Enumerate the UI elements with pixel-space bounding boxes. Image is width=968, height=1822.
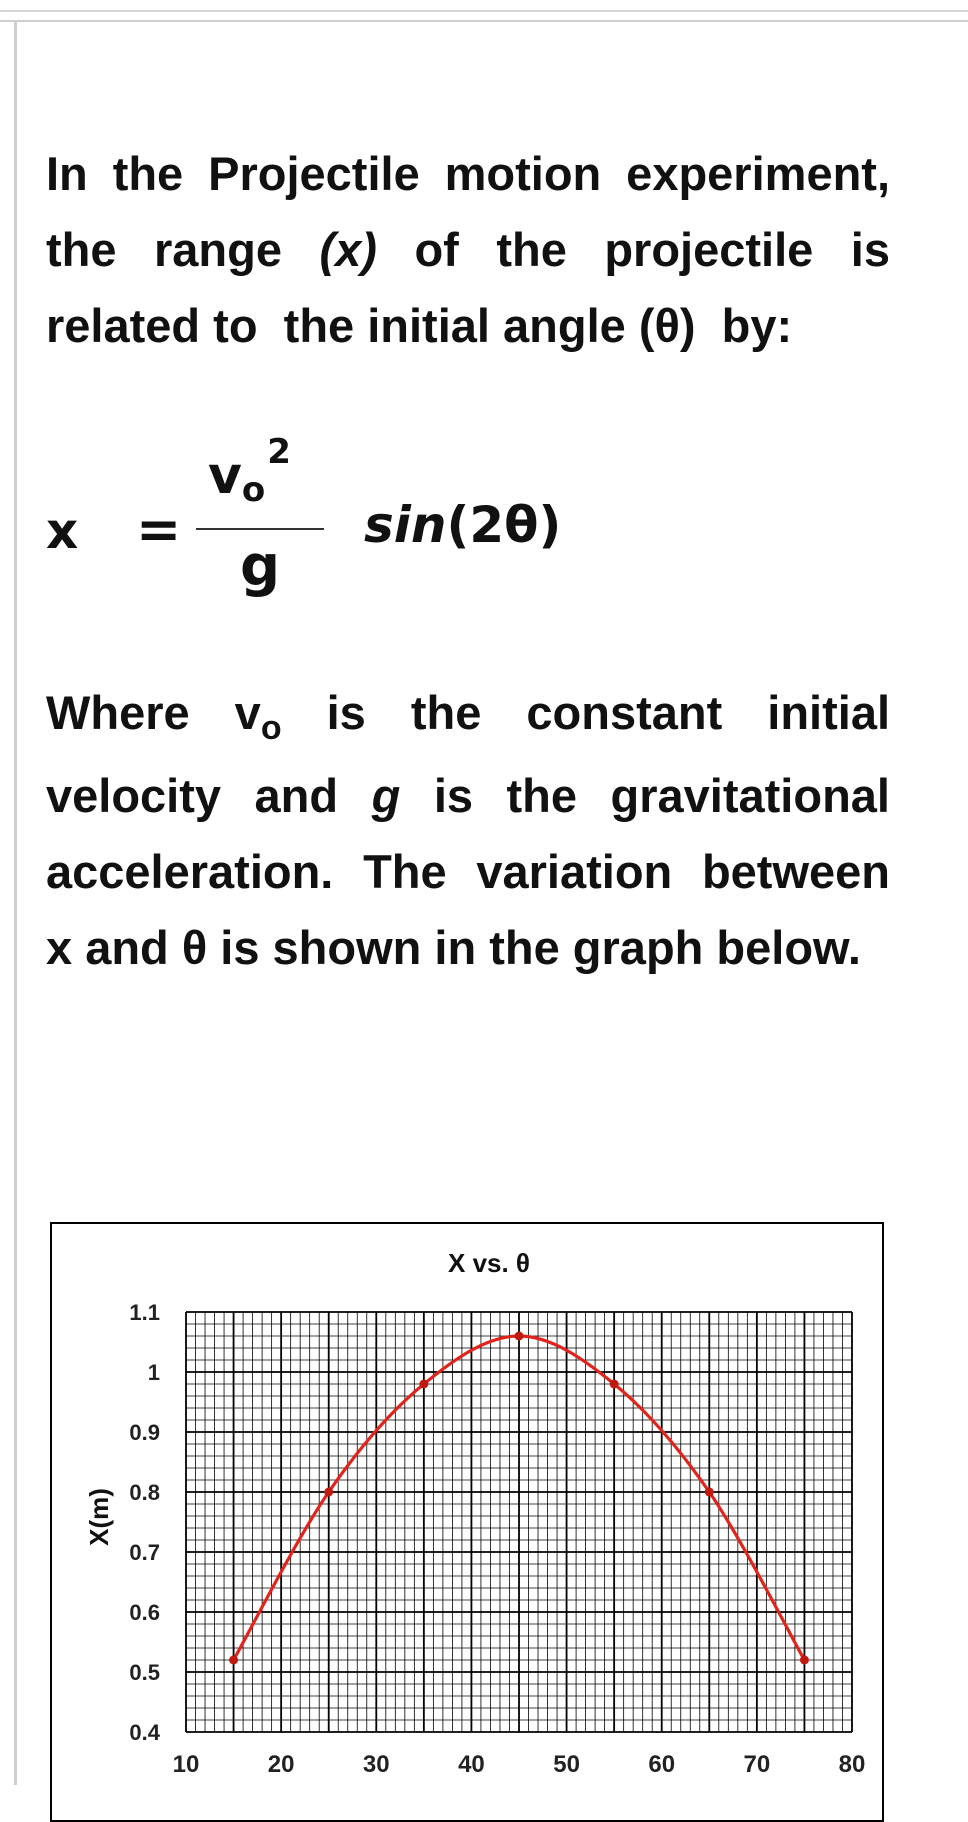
y-tick-label: 0.4 [129,1720,160,1745]
chart-title: X vs. θ [448,1248,530,1278]
velocity-subscript: o [260,709,282,747]
word: gravitational [610,769,890,822]
where-line-4: x and θ is shown in the graph below. [46,921,861,974]
formula-denominator: g [240,534,281,599]
sine-argument: (2θ) [446,496,562,554]
range-symbol: (x) [319,223,377,276]
x-tick-label: 50 [553,1751,580,1778]
word: the [496,223,567,276]
word: projectile [604,223,814,276]
word: and [254,769,339,822]
intro-line-3: related to the initial angle (θ) by: [46,299,793,352]
word: constant [526,686,723,739]
word: variation [476,845,673,898]
word: the [410,686,482,739]
data-point [229,1656,238,1665]
gravity-symbol: g [371,769,401,822]
x-tick-label: 10 [172,1751,200,1778]
major-grid [186,1312,852,1732]
numerator-base: v [208,446,242,506]
sine-function: sin [364,496,447,554]
x-tick-label: 40 [458,1751,485,1778]
word: the [506,769,578,822]
word: velocity [46,769,222,822]
numerator-subscript: o [241,470,266,510]
y-tick-label: 0.7 [129,1540,160,1565]
word: is [850,223,890,276]
x-tick-label: 70 [743,1751,771,1778]
word: is [433,769,474,822]
x-tick-label: 80 [838,1751,866,1778]
word: the [46,223,117,276]
word: initial [767,686,891,739]
y-tick-label: 0.5 [129,1660,160,1685]
data-point [610,1380,619,1389]
data-point [419,1380,428,1389]
y-tick-labels [129,1300,160,1745]
intro-line-1: In the Projectile motion experiment, [46,147,890,200]
x-tick-label: 30 [362,1751,390,1778]
y-axis-label: X(m) [84,1488,114,1546]
word: Where [46,686,190,739]
x-tick-labels [173,1751,866,1778]
y-tick-label: 0.9 [129,1420,160,1445]
numerator-superscript: 2 [267,432,291,472]
y-tick-label: 0.8 [129,1480,160,1505]
data-point [515,1332,524,1341]
x-tick-label: 60 [648,1751,676,1778]
y-tick-label: 1.1 [129,1300,160,1325]
y-tick-label: 0.6 [129,1600,160,1625]
y-tick-label: 1 [147,1360,160,1385]
word: between [701,845,890,898]
data-point [324,1488,333,1497]
data-point [800,1656,809,1665]
word: acceleration. [46,845,334,898]
word: range [154,223,282,276]
word: is [326,686,366,739]
velocity-base: v [234,686,261,739]
word: of [414,223,459,276]
formula-lhs: x [46,502,79,560]
word: The [363,845,447,898]
formula-equals: = [136,498,182,561]
x-tick-label: 20 [267,1751,295,1778]
data-point [705,1488,714,1497]
